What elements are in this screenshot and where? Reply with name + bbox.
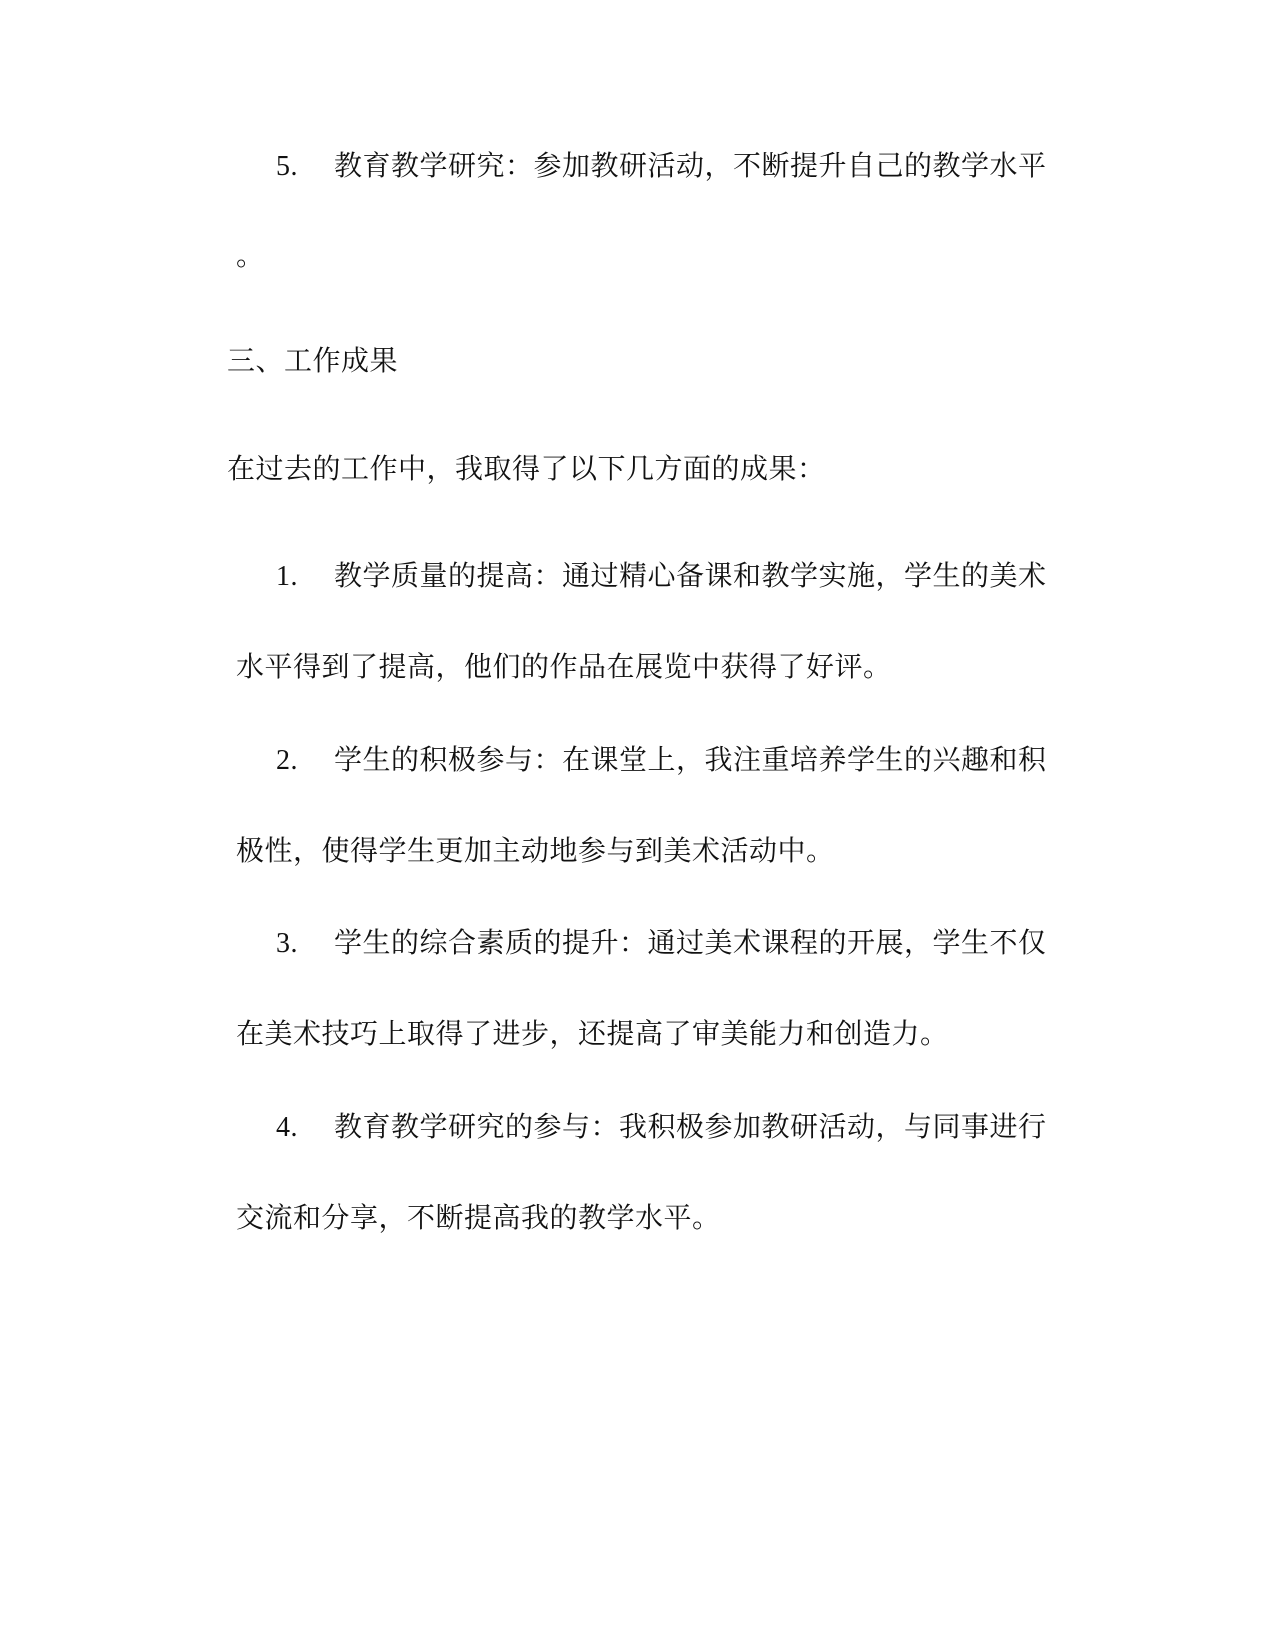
- section-heading: 三、工作成果: [227, 344, 399, 377]
- result-item-3-line2: 在美术技巧上取得了进步，还提高了审美能力和创造力。: [236, 1017, 949, 1050]
- result-item-2-line2: 极性，使得学生更加主动地参与到美术活动中。: [236, 834, 835, 867]
- list-item-number: 3.: [276, 928, 298, 959]
- result-item-4-line1: [276, 1107, 1047, 1148]
- result-item-3-line1: [276, 923, 1047, 964]
- list-item-text: 。: [236, 239, 265, 272]
- result-item-1-line1: [276, 556, 1047, 597]
- list-item-text: 学生的综合素质的提升：通过美术课程的开展，学生不仅: [334, 926, 1047, 959]
- result-item-2-line1: [276, 740, 1047, 781]
- list-item-number: 1.: [276, 561, 298, 592]
- result-item-4-line2: 交流和分享，不断提高我的教学水平。: [236, 1201, 721, 1234]
- list-item-5-line1: [276, 146, 1047, 187]
- list-item-text: 教育教学研究：参加教研活动，不断提升自己的教学水平: [334, 149, 1047, 182]
- result-item-1-line2: 水平得到了提高，他们的作品在展览中获得了好评。: [236, 650, 892, 683]
- list-item-number: 4.: [276, 1112, 298, 1143]
- list-item-text: 教育教学研究的参与：我积极参加教研活动，与同事进行: [334, 1110, 1047, 1143]
- list-item-text: 学生的积极参与：在课堂上，我注重培养学生的兴趣和积: [334, 743, 1047, 776]
- list-item-number: 2.: [276, 745, 298, 776]
- list-item-text: 教学质量的提高：通过精心备课和教学实施，学生的美术: [334, 559, 1047, 592]
- list-item-5-line2: [236, 236, 265, 276]
- intro-paragraph: 在过去的工作中，我取得了以下几方面的成果：: [227, 452, 826, 485]
- list-item-number: 5.: [276, 151, 298, 182]
